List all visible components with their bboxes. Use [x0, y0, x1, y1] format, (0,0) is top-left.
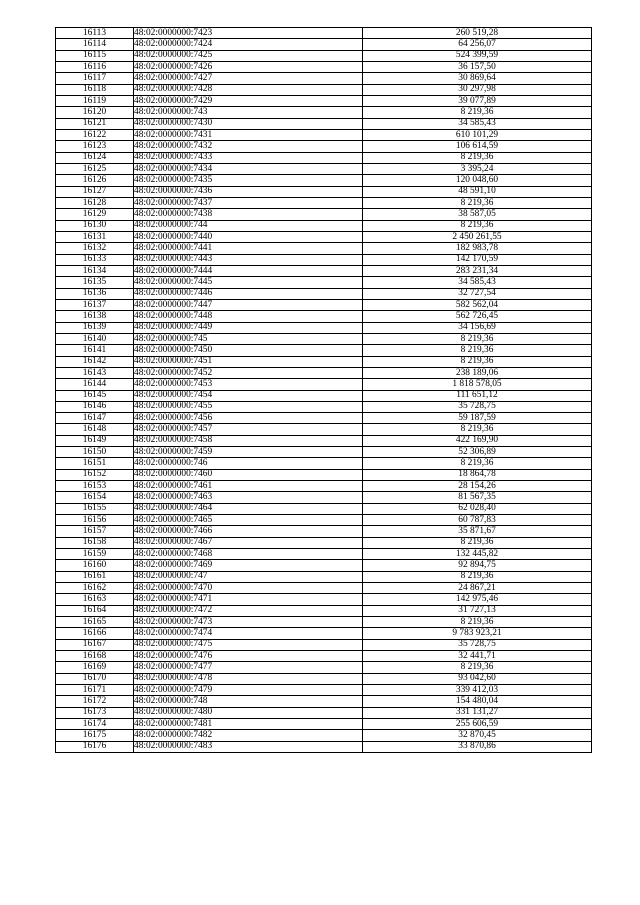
cadastral-value: 524 399,59 — [363, 50, 592, 61]
table-row — [56, 537, 592, 548]
row-number: 16124 — [56, 152, 134, 163]
cadastral-value: 92 894,75 — [363, 560, 592, 571]
cadastral-value: 154 480,04 — [363, 696, 592, 707]
row-number: 16158 — [56, 537, 134, 548]
row-number: 16130 — [56, 220, 134, 231]
table-row — [56, 220, 592, 231]
table-row — [56, 639, 592, 650]
cadastral-number: 48:02:0000000:7472 — [134, 605, 363, 616]
cadastral-value: 60 787,83 — [363, 515, 592, 526]
row-number: 16155 — [56, 503, 134, 514]
row-number: 16134 — [56, 265, 134, 276]
row-number: 16153 — [56, 481, 134, 492]
table-row — [56, 84, 592, 95]
cadastral-value: 8 219,36 — [363, 662, 592, 673]
cadastral-value: 32 441,71 — [363, 651, 592, 662]
table-row — [56, 254, 592, 265]
row-number: 16139 — [56, 322, 134, 333]
row-number: 16154 — [56, 492, 134, 503]
row-number: 16136 — [56, 288, 134, 299]
table-row — [56, 163, 592, 174]
cadastral-number: 48:02:0000000:7430 — [134, 118, 363, 129]
cadastral-number: 48:02:0000000:7425 — [134, 50, 363, 61]
cadastral-value: 8 219,36 — [363, 356, 592, 367]
table-row — [56, 322, 592, 333]
row-number: 16152 — [56, 469, 134, 480]
cadastral-number: 48:02:0000000:7450 — [134, 345, 363, 356]
cadastral-number: 48:02:0000000:7445 — [134, 277, 363, 288]
cadastral-value: 339 412,03 — [363, 685, 592, 696]
table-row — [56, 209, 592, 220]
cadastral-value: 35 871,67 — [363, 526, 592, 537]
cadastral-number: 48:02:0000000:7463 — [134, 492, 363, 503]
cadastral-number: 48:02:0000000:7473 — [134, 617, 363, 628]
cadastral-number: 48:02:0000000:7458 — [134, 435, 363, 446]
table-row — [56, 118, 592, 129]
cadastral-value: 111 651,12 — [363, 390, 592, 401]
cadastral-number: 48:02:0000000:7466 — [134, 526, 363, 537]
cadastral-number: 48:02:0000000:7444 — [134, 265, 363, 276]
cadastral-value: 255 606,59 — [363, 719, 592, 730]
table-row — [56, 583, 592, 594]
table-row — [56, 39, 592, 50]
table-body — [56, 28, 592, 753]
row-number: 16140 — [56, 333, 134, 344]
cadastral-number: 48:02:0000000:7449 — [134, 322, 363, 333]
table-row — [56, 741, 592, 752]
cadastral-number: 48:02:0000000:7446 — [134, 288, 363, 299]
cadastral-value: 283 231,34 — [363, 265, 592, 276]
table-row — [56, 719, 592, 730]
cadastral-number: 48:02:0000000:7453 — [134, 379, 363, 390]
cadastral-number: 48:02:0000000:7426 — [134, 61, 363, 72]
row-number: 16175 — [56, 730, 134, 741]
cadastral-number: 48:02:0000000:7435 — [134, 175, 363, 186]
cadastral-number: 48:02:0000000:7480 — [134, 707, 363, 718]
row-number: 16169 — [56, 662, 134, 673]
table-row — [56, 231, 592, 242]
cadastral-number: 48:02:0000000:7424 — [134, 39, 363, 50]
table-row — [56, 594, 592, 605]
cadastral-value: 32 870,45 — [363, 730, 592, 741]
cadastral-number: 48:02:0000000:7432 — [134, 141, 363, 152]
cadastral-number: 48:02:0000000:7433 — [134, 152, 363, 163]
cadastral-value: 59 187,59 — [363, 413, 592, 424]
cadastral-value: 610 101,29 — [363, 129, 592, 140]
cadastral-number: 48:02:0000000:7460 — [134, 469, 363, 480]
table-row — [56, 243, 592, 254]
cadastral-number: 48:02:0000000:7467 — [134, 537, 363, 548]
table-row — [56, 560, 592, 571]
row-number: 16128 — [56, 197, 134, 208]
cadastral-number: 48:02:0000000:7457 — [134, 424, 363, 435]
cadastral-value: 35 728,75 — [363, 401, 592, 412]
cadastral-number: 48:02:0000000:745 — [134, 333, 363, 344]
cadastral-value: 2 450 261,55 — [363, 231, 592, 242]
cadastral-number: 48:02:0000000:7459 — [134, 447, 363, 458]
row-number: 16165 — [56, 617, 134, 628]
cadastral-value: 8 219,36 — [363, 107, 592, 118]
row-number: 16167 — [56, 639, 134, 650]
cadastral-value: 48 591,10 — [363, 186, 592, 197]
cadastral-value: 8 219,36 — [363, 197, 592, 208]
table-row — [56, 186, 592, 197]
table-row — [56, 662, 592, 673]
row-number: 16132 — [56, 243, 134, 254]
row-number: 16125 — [56, 163, 134, 174]
cadastral-number: 48:02:0000000:7423 — [134, 28, 363, 39]
cadastral-number: 48:02:0000000:7451 — [134, 356, 363, 367]
row-number: 16147 — [56, 413, 134, 424]
cadastral-value: 8 219,36 — [363, 345, 592, 356]
cadastral-value: 24 867,21 — [363, 583, 592, 594]
cadastral-number: 48:02:0000000:7427 — [134, 73, 363, 84]
cadastral-number: 48:02:0000000:7448 — [134, 311, 363, 322]
table-row — [56, 28, 592, 39]
cadastral-value: 142 170,59 — [363, 254, 592, 265]
cadastral-value: 34 585,43 — [363, 277, 592, 288]
cadastral-value: 182 983,78 — [363, 243, 592, 254]
table-row — [56, 379, 592, 390]
row-number: 16146 — [56, 401, 134, 412]
cadastral-number: 48:02:0000000:7438 — [134, 209, 363, 220]
table-row — [56, 707, 592, 718]
cadastral-value: 32 727,54 — [363, 288, 592, 299]
row-number: 16166 — [56, 628, 134, 639]
cadastral-value: 8 219,36 — [363, 333, 592, 344]
table-row — [56, 288, 592, 299]
cadastral-value: 8 219,36 — [363, 424, 592, 435]
table-row — [56, 311, 592, 322]
cadastral-number: 48:02:0000000:7461 — [134, 481, 363, 492]
table-row — [56, 492, 592, 503]
table-row — [56, 333, 592, 344]
table-row — [56, 401, 592, 412]
cadastral-number: 48:02:0000000:743 — [134, 107, 363, 118]
table-row — [56, 367, 592, 378]
table-row — [56, 685, 592, 696]
cadastral-value: 30 297,98 — [363, 84, 592, 95]
cadastral-number: 48:02:0000000:7468 — [134, 549, 363, 560]
cadastral-value: 238 189,06 — [363, 367, 592, 378]
table-row — [56, 673, 592, 684]
table-row — [56, 299, 592, 310]
row-number: 16149 — [56, 435, 134, 446]
cadastral-value: 120 048,60 — [363, 175, 592, 186]
cadastral-number: 48:02:0000000:7474 — [134, 628, 363, 639]
cadastral-value: 106 614,59 — [363, 141, 592, 152]
row-number: 16145 — [56, 390, 134, 401]
cadastral-value: 81 567,35 — [363, 492, 592, 503]
row-number: 16115 — [56, 50, 134, 61]
row-number: 16131 — [56, 231, 134, 242]
row-number: 16116 — [56, 61, 134, 72]
cadastral-value: 36 157,50 — [363, 61, 592, 72]
table-row — [56, 651, 592, 662]
table-row — [56, 107, 592, 118]
cadastral-number: 48:02:0000000:7436 — [134, 186, 363, 197]
row-number: 16151 — [56, 458, 134, 469]
cadastral-value: 562 726,45 — [363, 311, 592, 322]
table-row — [56, 413, 592, 424]
row-number: 16135 — [56, 277, 134, 288]
cadastral-number: 48:02:0000000:7440 — [134, 231, 363, 242]
table-row — [56, 447, 592, 458]
cadastral-number: 48:02:0000000:7465 — [134, 515, 363, 526]
cadastral-value: 132 445,82 — [363, 549, 592, 560]
table-row — [56, 549, 592, 560]
cadastral-value: 38 587,05 — [363, 209, 592, 220]
table-row — [56, 175, 592, 186]
cadastral-number: 48:02:0000000:7431 — [134, 129, 363, 140]
row-number: 16138 — [56, 311, 134, 322]
cadastral-value: 18 864,78 — [363, 469, 592, 480]
cadastral-number: 48:02:0000000:7429 — [134, 95, 363, 106]
row-number: 16142 — [56, 356, 134, 367]
cadastral-value: 35 728,75 — [363, 639, 592, 650]
cadastral-value: 93 042,60 — [363, 673, 592, 684]
row-number: 16141 — [56, 345, 134, 356]
cadastral-value: 34 585,43 — [363, 118, 592, 129]
cadastral-number: 48:02:0000000:7477 — [134, 662, 363, 673]
cadastral-number: 48:02:0000000:7478 — [134, 673, 363, 684]
row-number: 16122 — [56, 129, 134, 140]
table-row — [56, 469, 592, 480]
table-row — [56, 503, 592, 514]
table-row — [56, 141, 592, 152]
cadastral-value: 8 219,36 — [363, 152, 592, 163]
table-row — [56, 277, 592, 288]
table-row — [56, 129, 592, 140]
cadastral-value: 1 818 578,05 — [363, 379, 592, 390]
cadastral-value: 64 256,07 — [363, 39, 592, 50]
cadastral-value: 31 727,13 — [363, 605, 592, 616]
cadastral-number: 48:02:0000000:744 — [134, 220, 363, 231]
row-number: 16148 — [56, 424, 134, 435]
cadastral-value: 8 219,36 — [363, 458, 592, 469]
cadastral-value: 28 154,26 — [363, 481, 592, 492]
cadastral-number: 48:02:0000000:7447 — [134, 299, 363, 310]
row-number: 16120 — [56, 107, 134, 118]
row-number: 16168 — [56, 651, 134, 662]
cadastral-value: 39 077,89 — [363, 95, 592, 106]
table-row — [56, 73, 592, 84]
row-number: 16157 — [56, 526, 134, 537]
table-row — [56, 458, 592, 469]
row-number: 16173 — [56, 707, 134, 718]
cadastral-value: 8 219,36 — [363, 220, 592, 231]
cadastral-value: 3 395,24 — [363, 163, 592, 174]
row-number: 16143 — [56, 367, 134, 378]
cadastral-number: 48:02:0000000:7452 — [134, 367, 363, 378]
table-row — [56, 390, 592, 401]
row-number: 16171 — [56, 685, 134, 696]
cadastral-number: 48:02:0000000:7455 — [134, 401, 363, 412]
row-number: 16170 — [56, 673, 134, 684]
cadastral-value: 422 169,90 — [363, 435, 592, 446]
cadastral-value: 9 783 923,21 — [363, 628, 592, 639]
cadastral-value-table — [55, 27, 592, 753]
row-number: 16159 — [56, 549, 134, 560]
cadastral-number: 48:02:0000000:7475 — [134, 639, 363, 650]
row-number: 16150 — [56, 447, 134, 458]
cadastral-number: 48:02:0000000:746 — [134, 458, 363, 469]
cadastral-number: 48:02:0000000:7456 — [134, 413, 363, 424]
table-row — [56, 617, 592, 628]
row-number: 16161 — [56, 571, 134, 582]
table-row — [56, 481, 592, 492]
cadastral-number: 48:02:0000000:7479 — [134, 685, 363, 696]
cadastral-number: 48:02:0000000:7434 — [134, 163, 363, 174]
table-row — [56, 345, 592, 356]
table-row — [56, 605, 592, 616]
table-row — [56, 197, 592, 208]
table-row — [56, 61, 592, 72]
cadastral-number: 48:02:0000000:7482 — [134, 730, 363, 741]
cadastral-number: 48:02:0000000:7470 — [134, 583, 363, 594]
row-number: 16133 — [56, 254, 134, 265]
cadastral-number: 48:02:0000000:748 — [134, 696, 363, 707]
row-number: 16123 — [56, 141, 134, 152]
row-number: 16176 — [56, 741, 134, 752]
table-row — [56, 628, 592, 639]
row-number: 16137 — [56, 299, 134, 310]
cadastral-value: 62 028,40 — [363, 503, 592, 514]
cadastral-number: 48:02:0000000:7471 — [134, 594, 363, 605]
cadastral-number: 48:02:0000000:7476 — [134, 651, 363, 662]
cadastral-value: 582 562,04 — [363, 299, 592, 310]
cadastral-value: 8 219,36 — [363, 571, 592, 582]
table-row — [56, 696, 592, 707]
row-number: 16156 — [56, 515, 134, 526]
row-number: 16174 — [56, 719, 134, 730]
row-number: 16163 — [56, 594, 134, 605]
row-number: 16162 — [56, 583, 134, 594]
row-number: 16129 — [56, 209, 134, 220]
row-number: 16127 — [56, 186, 134, 197]
cadastral-value: 331 131,27 — [363, 707, 592, 718]
row-number: 16126 — [56, 175, 134, 186]
cadastral-number: 48:02:0000000:7443 — [134, 254, 363, 265]
table-row — [56, 730, 592, 741]
table-row — [56, 265, 592, 276]
row-number: 16144 — [56, 379, 134, 390]
cadastral-number: 48:02:0000000:7428 — [134, 84, 363, 95]
cadastral-number: 48:02:0000000:747 — [134, 571, 363, 582]
table-row — [56, 424, 592, 435]
cadastral-value: 8 219,36 — [363, 617, 592, 628]
table-row — [56, 571, 592, 582]
row-number: 16114 — [56, 39, 134, 50]
cadastral-value: 33 870,86 — [363, 741, 592, 752]
table-row — [56, 95, 592, 106]
row-number: 16164 — [56, 605, 134, 616]
cadastral-value: 8 219,36 — [363, 537, 592, 548]
row-number: 16160 — [56, 560, 134, 571]
cadastral-value: 34 156,69 — [363, 322, 592, 333]
row-number: 16113 — [56, 28, 134, 39]
cadastral-value: 260 519,28 — [363, 28, 592, 39]
table-row — [56, 435, 592, 446]
table-row — [56, 515, 592, 526]
cadastral-number: 48:02:0000000:7454 — [134, 390, 363, 401]
cadastral-number: 48:02:0000000:7481 — [134, 719, 363, 730]
cadastral-number: 48:02:0000000:7464 — [134, 503, 363, 514]
row-number: 16118 — [56, 84, 134, 95]
cadastral-value: 52 306,89 — [363, 447, 592, 458]
cadastral-number: 48:02:0000000:7437 — [134, 197, 363, 208]
cadastral-number: 48:02:0000000:7483 — [134, 741, 363, 752]
table-row — [56, 152, 592, 163]
row-number: 16121 — [56, 118, 134, 129]
cadastral-value: 142 975,46 — [363, 594, 592, 605]
cadastral-number: 48:02:0000000:7441 — [134, 243, 363, 254]
row-number: 16117 — [56, 73, 134, 84]
row-number: 16172 — [56, 696, 134, 707]
table-row — [56, 50, 592, 61]
row-number: 16119 — [56, 95, 134, 106]
cadastral-value: 30 869,64 — [363, 73, 592, 84]
cadastral-number: 48:02:0000000:7469 — [134, 560, 363, 571]
table-row — [56, 526, 592, 537]
table-row — [56, 356, 592, 367]
